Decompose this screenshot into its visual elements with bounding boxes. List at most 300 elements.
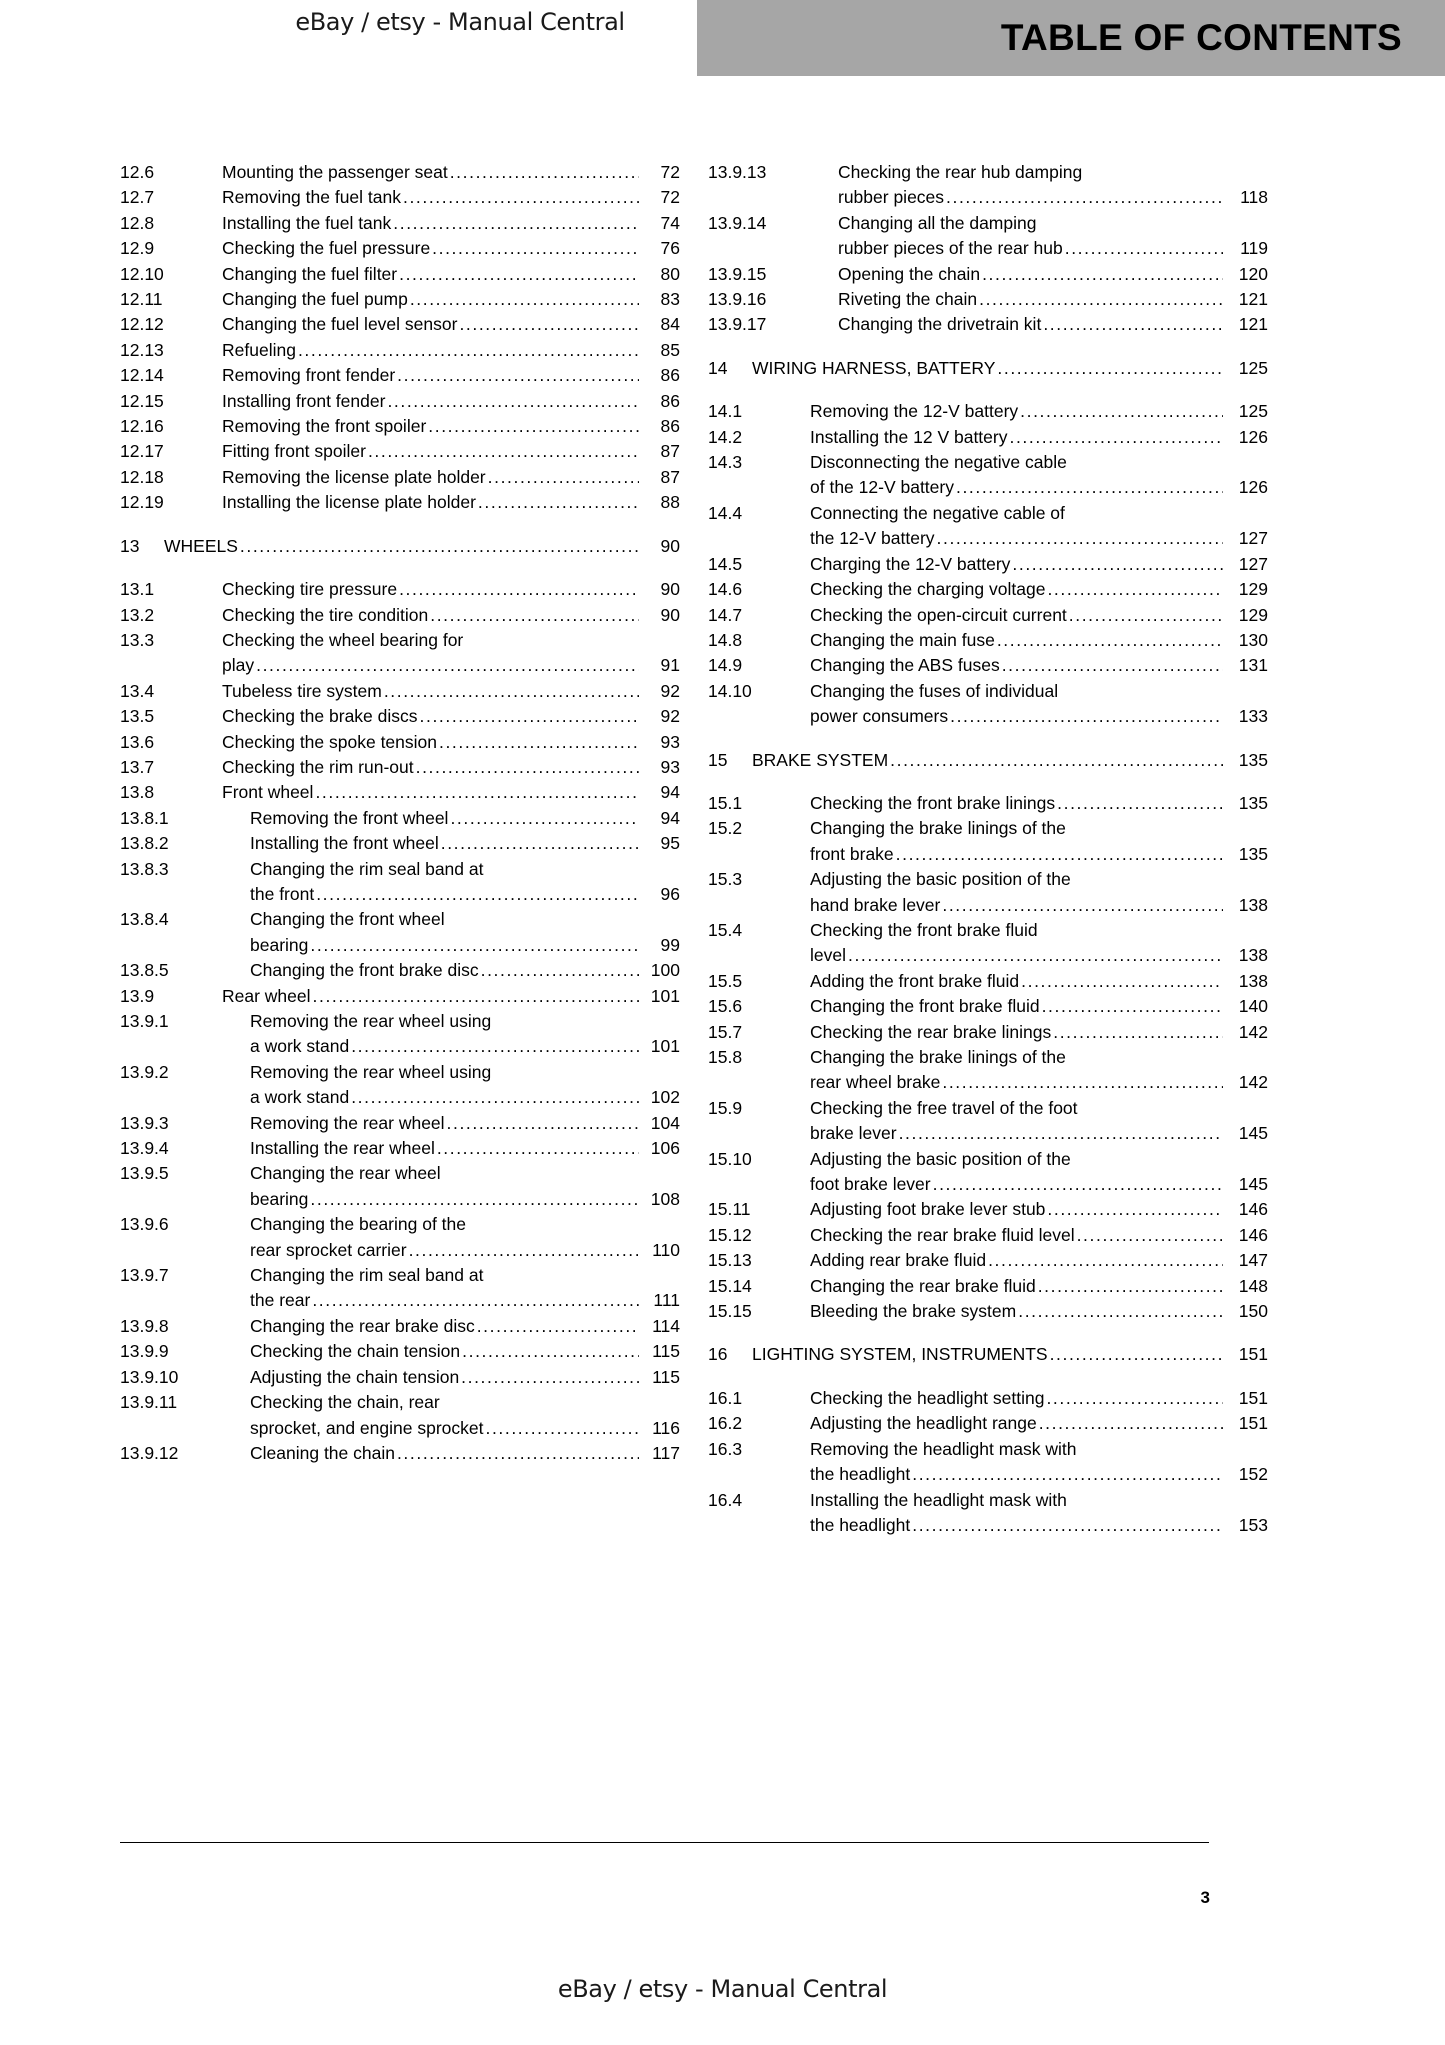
toc-entry-page: 121 xyxy=(1238,314,1268,335)
toc-entry[interactable] xyxy=(120,414,680,439)
toc-entry-line xyxy=(752,1342,1268,1367)
toc-entry-title-continued: play xyxy=(222,655,255,676)
toc-entry[interactable] xyxy=(708,160,1268,211)
toc-entry-page: 138 xyxy=(1238,970,1268,991)
toc-entry-body xyxy=(196,287,680,312)
toc-leader-dots xyxy=(848,943,1223,968)
toc-leader-dots xyxy=(430,603,639,628)
toc-entry-line-continued xyxy=(250,1238,680,1263)
toc-entry[interactable] xyxy=(708,1223,1268,1248)
toc-entry-title: Installing the front wheel xyxy=(250,833,439,854)
toc-entry-line-continued xyxy=(250,1085,680,1110)
toc-entry[interactable] xyxy=(120,363,680,388)
toc-entry-title: Checking the rim run-out xyxy=(222,756,414,777)
toc-entry[interactable] xyxy=(120,1111,680,1136)
toc-entry-line xyxy=(810,816,1268,841)
toc-entry-title: Removing the rear wheel xyxy=(250,1112,445,1133)
toc-entry-number: 13.9.8 xyxy=(120,1315,169,1336)
toc-entry-title: Opening the chain xyxy=(838,263,981,284)
toc-entry-line xyxy=(838,312,1268,337)
toc-entry[interactable] xyxy=(120,730,680,755)
toc-leader-dots xyxy=(1012,552,1223,577)
toc-entry-title-continued: power consumers xyxy=(810,706,949,727)
toc-entry[interactable] xyxy=(120,1339,680,1364)
toc-leader-dots xyxy=(409,1238,639,1263)
toc-entry-number: 13.9.5 xyxy=(120,1163,169,1184)
toc-entry-line xyxy=(810,501,1268,526)
toc-entry-title: Removing the 12-V battery xyxy=(810,401,1019,422)
toc-entry-number: 15.8 xyxy=(708,1047,743,1067)
toc-entry[interactable] xyxy=(708,211,1268,262)
toc-entry-line xyxy=(222,185,680,210)
toc-entry[interactable] xyxy=(120,984,680,1009)
toc-entry[interactable] xyxy=(120,1136,680,1161)
toc-entry-page: 121 xyxy=(1238,289,1268,310)
toc-entry-body xyxy=(784,1223,1268,1248)
toc-entry-body xyxy=(224,958,680,983)
toc-entry[interactable] xyxy=(120,1365,680,1390)
toc-entry-title: LIGHTING SYSTEM, INSTRUMENTS xyxy=(752,1344,1048,1365)
toc-entry-page: 126 xyxy=(1238,477,1268,498)
toc-entry-line xyxy=(810,603,1268,628)
toc-entry[interactable] xyxy=(708,1488,1268,1539)
toc-entry[interactable] xyxy=(120,1060,680,1111)
toc-leader-dots xyxy=(387,389,639,414)
toc-entry-body xyxy=(196,389,680,414)
toc-entry-line xyxy=(222,730,680,755)
toc-leader-dots xyxy=(403,185,639,210)
toc-entry-line xyxy=(250,806,680,831)
toc-entry[interactable] xyxy=(120,1212,680,1263)
toc-entry[interactable] xyxy=(708,791,1268,816)
toc-entry[interactable] xyxy=(708,1437,1268,1488)
toc-entry-body xyxy=(196,679,680,704)
toc-entry-title: Checking the front brake linings xyxy=(810,792,1056,813)
toc-entry[interactable] xyxy=(120,534,680,559)
toc-entry-line xyxy=(810,1411,1268,1436)
toc-entry-number: 13.7 xyxy=(120,756,155,777)
toc-entry-title-continued: sprocket, and engine sprocket xyxy=(250,1417,484,1438)
toc-entry[interactable] xyxy=(708,501,1268,552)
toc-entry-title-continued: the headlight xyxy=(810,1464,911,1485)
toc-entry-title: Installing front fender xyxy=(222,390,386,411)
toc-entry-line-continued xyxy=(810,1513,1268,1538)
toc-entry-line xyxy=(250,1111,680,1136)
toc-entry-line xyxy=(810,1096,1268,1121)
toc-leader-dots xyxy=(997,628,1223,653)
toc-leader-dots xyxy=(351,1085,639,1110)
toc-leader-dots xyxy=(477,1314,639,1339)
toc-entry[interactable] xyxy=(708,969,1268,994)
toc-entry-page: 142 xyxy=(1238,1072,1268,1093)
toc-entry-body xyxy=(752,356,1268,381)
toc-entry-title: Adjusting the basic position of the xyxy=(810,1148,1071,1169)
toc-entry[interactable] xyxy=(120,465,680,490)
toc-entry-page: 114 xyxy=(652,1315,680,1336)
toc-entry[interactable] xyxy=(708,399,1268,424)
toc-entry-page: 115 xyxy=(652,1366,680,1387)
toc-entry-line xyxy=(222,490,680,515)
toc-entry[interactable] xyxy=(708,1248,1268,1273)
toc-entry[interactable] xyxy=(120,1263,680,1314)
toc-leader-dots xyxy=(368,439,639,464)
toc-entry-body xyxy=(784,1299,1268,1324)
toc-entry-title: Changing the front wheel xyxy=(250,909,445,930)
toc-entry-body xyxy=(784,1274,1268,1299)
toc-entry-title: Checking the headlight setting xyxy=(810,1387,1045,1408)
toc-entry[interactable] xyxy=(120,831,680,856)
toc-entry-body xyxy=(784,1386,1268,1411)
toc-entry-title: Rear wheel xyxy=(222,985,311,1006)
toc-entry-body xyxy=(784,1411,1268,1436)
toc-entry-title: Changing all the damping xyxy=(838,212,1037,233)
toc-entry[interactable] xyxy=(708,287,1268,312)
toc-entry[interactable] xyxy=(708,1096,1268,1147)
toc-entry[interactable] xyxy=(120,907,680,958)
toc-entry[interactable] xyxy=(708,312,1268,337)
toc-entry-body xyxy=(164,534,680,559)
toc-entry-title: Checking the rear brake linings xyxy=(810,1021,1052,1042)
toc-entry[interactable] xyxy=(708,748,1268,773)
toc-entry-line xyxy=(838,287,1268,312)
toc-leader-dots xyxy=(956,475,1223,500)
toc-entry-line xyxy=(810,1197,1268,1222)
toc-leader-dots xyxy=(488,465,639,490)
toc-entry-line xyxy=(250,958,680,983)
toc-entry-body xyxy=(784,1045,1268,1096)
toc-entry-title-continued: rubber pieces of the rear hub xyxy=(838,238,1063,259)
toc-entry-line-continued xyxy=(810,475,1268,500)
toc-leader-dots xyxy=(437,1136,639,1161)
toc-entry[interactable] xyxy=(708,425,1268,450)
toc-entry-title: Checking the rear brake fluid level xyxy=(810,1224,1075,1245)
toc-leader-dots xyxy=(1047,577,1223,602)
toc-entry[interactable] xyxy=(708,450,1268,501)
toc-entry-page: 110 xyxy=(652,1239,680,1260)
toc-entry-title: Changing the fuses of individual xyxy=(810,680,1059,701)
toc-entry[interactable] xyxy=(120,312,680,337)
toc-leader-dots xyxy=(1020,399,1223,424)
toc-entry-title: Checking tire pressure xyxy=(222,579,398,600)
toc-entry-page: 116 xyxy=(652,1417,680,1438)
toc-entry-title-continued: rear sprocket carrier xyxy=(250,1239,407,1260)
toc-entry-body xyxy=(224,1060,680,1111)
toc-leader-dots xyxy=(298,338,639,363)
toc-entry-line xyxy=(250,1136,680,1161)
toc-entry[interactable] xyxy=(120,262,680,287)
toc-entry-page: 130 xyxy=(1238,629,1268,650)
toc-entry-line xyxy=(222,338,680,363)
toc-leader-dots xyxy=(1038,1274,1223,1299)
toc-entry[interactable] xyxy=(708,994,1268,1019)
toc-leader-dots xyxy=(912,1462,1223,1487)
toc-entry-line xyxy=(838,160,1268,185)
toc-entry[interactable] xyxy=(708,1020,1268,1045)
toc-entry-line-continued xyxy=(250,1416,680,1441)
toc-entry-line xyxy=(810,653,1268,678)
toc-leader-dots xyxy=(310,1187,639,1212)
toc-leader-dots xyxy=(979,287,1223,312)
toc-entry-title: Checking the rear hub damping xyxy=(838,162,1083,182)
toc-leader-dots xyxy=(315,780,639,805)
toc-entry-number: 14.3 xyxy=(708,452,743,473)
toc-entry-page: 120 xyxy=(1238,263,1268,284)
toc-entry-page: 92 xyxy=(660,706,680,727)
toc-entry[interactable] xyxy=(708,1411,1268,1436)
toc-entry-body xyxy=(196,490,680,515)
toc-entry[interactable] xyxy=(120,338,680,363)
toc-entry[interactable] xyxy=(708,603,1268,628)
toc-entry-line xyxy=(222,414,680,439)
toc-entry-page: 135 xyxy=(1238,749,1268,770)
toc-entry-page: 129 xyxy=(1238,604,1268,625)
toc-entry-page: 72 xyxy=(660,162,680,182)
toc-leader-dots xyxy=(459,312,639,337)
toc-entry-page: 101 xyxy=(650,1036,680,1057)
toc-entry-line xyxy=(250,1161,680,1186)
toc-entry-line-continued xyxy=(250,1187,680,1212)
toc-entry-line-continued xyxy=(222,653,680,678)
toc-entry-line xyxy=(250,1314,680,1339)
toc-entry[interactable] xyxy=(120,160,680,185)
toc-leader-dots xyxy=(397,1441,639,1466)
toc-entry-page: 146 xyxy=(1238,1224,1268,1245)
toc-entry-number: 15.1 xyxy=(708,792,743,813)
toc-entry[interactable] xyxy=(120,1390,680,1441)
toc-entry[interactable] xyxy=(120,1441,680,1466)
toc-entry-body xyxy=(196,984,680,1009)
toc-entry-line xyxy=(250,1263,680,1288)
toc-entry[interactable] xyxy=(120,1161,680,1212)
toc-entry-page: 90 xyxy=(660,604,680,625)
toc-entry[interactable] xyxy=(708,918,1268,969)
toc-entry[interactable] xyxy=(708,1274,1268,1299)
toc-entry-number: 13.9.3 xyxy=(120,1112,169,1133)
toc-entry-body xyxy=(812,312,1268,337)
toc-entry-body xyxy=(224,1161,680,1212)
toc-entry[interactable] xyxy=(120,1009,680,1060)
toc-entry-line xyxy=(222,603,680,628)
toc-entry-page: 138 xyxy=(1238,945,1268,966)
toc-entry-number: 16.3 xyxy=(708,1438,743,1459)
toc-entry-title: Adding rear brake fluid xyxy=(810,1250,987,1271)
toc-entry-page: 86 xyxy=(660,390,680,411)
toc-entry-number: 14.7 xyxy=(708,604,743,625)
toc-entry[interactable] xyxy=(708,1386,1268,1411)
toc-entry-number: 13.9.14 xyxy=(708,212,767,233)
toc-entry-title: Disconnecting the negative cable xyxy=(810,452,1067,473)
toc-leader-dots xyxy=(899,1121,1223,1146)
toc-entry-body xyxy=(224,1212,680,1263)
toc-leader-dots xyxy=(1018,1299,1223,1324)
toc-entry-title: Adding the front brake fluid xyxy=(810,970,1020,991)
toc-entry-title: Tubeless tire system xyxy=(222,680,382,701)
toc-leader-dots xyxy=(393,211,639,236)
toc-entry-line xyxy=(810,1299,1268,1324)
toc-entry-body xyxy=(224,907,680,958)
toc-leader-dots xyxy=(439,730,639,755)
toc-entry-page: 100 xyxy=(650,960,680,981)
toc-entry-title: Removing the headlight mask with xyxy=(810,1438,1077,1459)
toc-entry-page: 127 xyxy=(1238,553,1268,574)
toc-entry-line xyxy=(810,1045,1268,1070)
toc-entry-line xyxy=(810,1248,1268,1273)
toc-entry[interactable] xyxy=(708,552,1268,577)
toc-leader-dots xyxy=(310,933,639,958)
toc-entry-title-continued: bearing xyxy=(250,934,309,955)
toc-entry-number: 13.9.13 xyxy=(708,162,767,182)
toc-leader-dots xyxy=(933,1172,1223,1197)
toc-entry[interactable] xyxy=(120,679,680,704)
toc-entry[interactable] xyxy=(120,780,680,805)
toc-entry-line xyxy=(222,363,680,388)
toc-entry[interactable] xyxy=(120,185,680,210)
toc-entry[interactable] xyxy=(708,356,1268,381)
toc-entry-line xyxy=(810,918,1268,943)
toc-entry[interactable] xyxy=(120,704,680,729)
toc-entry[interactable] xyxy=(708,1299,1268,1324)
toc-entry-title: Removing the front wheel xyxy=(250,807,449,828)
toc-entry-line-continued xyxy=(810,943,1268,968)
toc-entry[interactable] xyxy=(708,816,1268,867)
toc-entry-number: 13.8.4 xyxy=(120,909,169,930)
toc-entry-page: 131 xyxy=(1238,655,1268,676)
toc-entry[interactable] xyxy=(708,1342,1268,1367)
toc-entry[interactable] xyxy=(120,389,680,414)
toc-entry[interactable] xyxy=(120,439,680,464)
toc-leader-dots xyxy=(462,1339,639,1364)
toc-entry-page: 80 xyxy=(660,263,680,284)
toc-entry-title: Changing the rim seal band at xyxy=(250,1265,484,1286)
toc-entry-line-continued xyxy=(838,236,1268,261)
toc-entry[interactable] xyxy=(120,806,680,831)
toc-entry-page: 153 xyxy=(1238,1514,1268,1535)
toc-leader-dots xyxy=(982,262,1223,287)
toc-entry-number: 15.12 xyxy=(708,1224,752,1245)
toc-entry[interactable] xyxy=(120,755,680,780)
toc-entry-body xyxy=(196,465,680,490)
toc-entry[interactable] xyxy=(708,1147,1268,1198)
toc-entry[interactable] xyxy=(120,628,680,679)
watermark-bottom: eBay / etsy - Manual Central xyxy=(557,1975,888,2003)
toc-entry-number: 13.8.2 xyxy=(120,833,169,854)
toc-entry-number: 12.17 xyxy=(120,441,164,462)
toc-entry-title: Installing the rear wheel xyxy=(250,1138,435,1159)
toc-entry[interactable] xyxy=(120,490,680,515)
toc-entry-line xyxy=(222,628,680,653)
toc-entry-line-continued xyxy=(810,842,1268,867)
toc-leader-dots xyxy=(1043,312,1223,337)
toc-leader-dots xyxy=(1057,791,1223,816)
toc-entry-number: 13.8 xyxy=(120,782,155,803)
toc-entry-body xyxy=(812,211,1268,262)
toc-entry-number: 14.8 xyxy=(708,629,743,650)
toc-entry-title-continued: foot brake lever xyxy=(810,1174,931,1195)
toc-entry-title: Checking the chain tension xyxy=(250,1341,461,1362)
toc-entry-line xyxy=(838,211,1268,236)
toc-entry-line xyxy=(810,1437,1268,1462)
toc-entry[interactable] xyxy=(708,679,1268,730)
toc-entry-line xyxy=(250,1339,680,1364)
toc-entry-title: Removing the rear wheel using xyxy=(250,1011,492,1031)
toc-entry-body xyxy=(812,262,1268,287)
toc-entry-page: 85 xyxy=(660,339,680,360)
toc-entry-line-continued xyxy=(250,933,680,958)
toc-entry[interactable] xyxy=(708,653,1268,678)
toc-entry-page: 138 xyxy=(1238,894,1268,915)
toc-entry[interactable] xyxy=(708,628,1268,653)
toc-entry[interactable] xyxy=(120,603,680,628)
toc-columns xyxy=(0,160,1445,1538)
toc-leader-dots xyxy=(896,842,1223,867)
toc-entry-line xyxy=(222,465,680,490)
toc-entry-page: 146 xyxy=(1238,1199,1268,1220)
toc-entry-body xyxy=(752,748,1268,773)
toc-entry-title-continued: hand brake lever xyxy=(810,894,941,915)
toc-leader-dots xyxy=(397,363,639,388)
toc-entry-number: 14.5 xyxy=(708,553,743,574)
toc-entry-body xyxy=(224,831,680,856)
toc-entry-page: 150 xyxy=(1238,1301,1268,1322)
toc-entry-body xyxy=(784,501,1268,552)
toc-entry-line xyxy=(250,831,680,856)
toc-entry[interactable] xyxy=(708,867,1268,918)
toc-entry[interactable] xyxy=(708,1197,1268,1222)
toc-entry[interactable] xyxy=(120,1314,680,1339)
toc-leader-dots xyxy=(410,287,639,312)
toc-entry-line xyxy=(810,867,1268,892)
toc-entry-title: Riveting the chain xyxy=(838,289,978,310)
toc-column-right xyxy=(708,160,1268,1538)
toc-entry-number: 13.1 xyxy=(120,579,155,600)
toc-entry[interactable] xyxy=(120,857,680,908)
toc-entry-body xyxy=(784,791,1268,816)
toc-entry[interactable] xyxy=(120,287,680,312)
toc-leader-dots xyxy=(313,984,639,1009)
toc-entry[interactable] xyxy=(708,577,1268,602)
toc-entry-number: 12.9 xyxy=(120,238,155,259)
toc-entry-number: 13.9.12 xyxy=(120,1442,179,1463)
toc-entry-line-continued xyxy=(250,882,680,907)
toc-entry-line xyxy=(250,907,680,932)
toc-entry-line xyxy=(810,450,1268,475)
toc-entry[interactable] xyxy=(120,577,680,602)
toc-entry-body xyxy=(784,603,1268,628)
toc-entry-number: 15.3 xyxy=(708,869,743,890)
toc-leader-dots xyxy=(950,704,1223,729)
toc-leader-dots xyxy=(399,262,639,287)
toc-entry[interactable] xyxy=(120,236,680,261)
toc-entry-body xyxy=(784,918,1268,969)
toc-entry-page: 93 xyxy=(660,731,680,752)
toc-entry-number: 13.9.15 xyxy=(708,263,767,284)
toc-entry-line xyxy=(222,236,680,261)
toc-entry-title: Changing the rear brake fluid xyxy=(810,1275,1036,1296)
toc-entry-title: Removing the fuel tank xyxy=(222,187,401,208)
toc-entry-line xyxy=(250,1441,680,1466)
toc-entry-number: 16 xyxy=(708,1344,728,1365)
toc-entry[interactable] xyxy=(708,1045,1268,1096)
toc-entry-line xyxy=(810,679,1268,704)
toc-entry-number: 12.7 xyxy=(120,187,155,208)
toc-entry[interactable] xyxy=(120,958,680,983)
toc-entry-body xyxy=(784,577,1268,602)
toc-entry[interactable] xyxy=(120,211,680,236)
toc-entry-page: 108 xyxy=(650,1188,680,1209)
toc-entry[interactable] xyxy=(708,262,1268,287)
toc-entry-number: 14 xyxy=(708,357,728,378)
toc-entry-title-continued: the 12-V battery xyxy=(810,528,935,549)
